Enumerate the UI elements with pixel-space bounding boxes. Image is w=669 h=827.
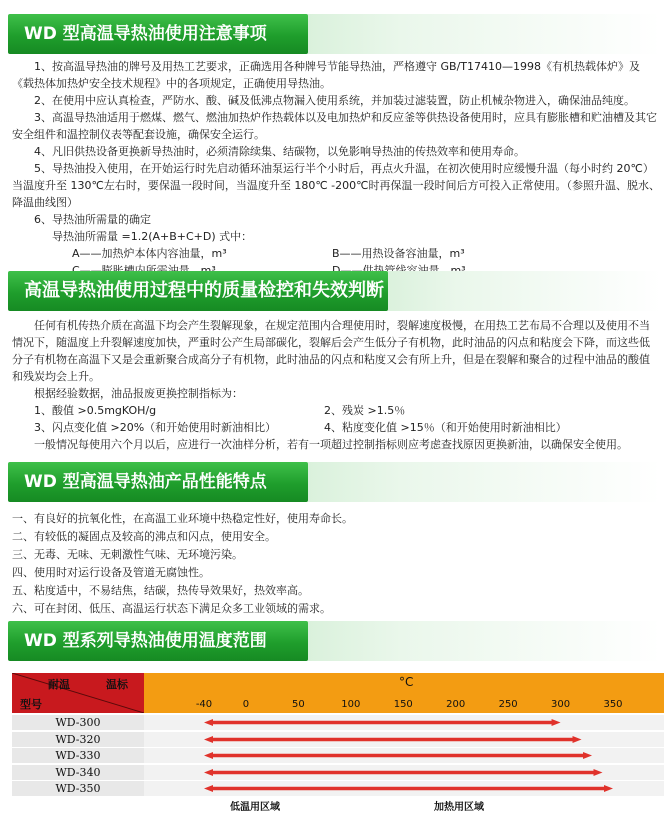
header-model-label: 型号: [20, 698, 42, 711]
axis-tick-label: 100: [341, 699, 361, 710]
s3-item-6: 六、可在封闭、低压、高温运行状态下满足众多工业领域的需求。: [12, 602, 331, 615]
model-row: [12, 748, 664, 764]
range-bar-svg: [12, 765, 664, 781]
zone-heat-label: 加热用区域: [434, 802, 484, 813]
s3-item-4: 四、使用时对运行设备及管道无腐蚀性。: [12, 566, 210, 579]
axis-tick-label: 50: [292, 699, 305, 710]
axis-tick-label: 0: [242, 699, 250, 710]
section3-list: [12, 510, 660, 618]
model-row: [12, 732, 664, 748]
s1-item-2: 2、在使用中应认真检查，严防水、酸、碱及低沸点物漏入使用系统，并加装过滤装置，防止机械杂物进入，确保油品纯度。: [34, 94, 635, 107]
axis-tick-label: 300: [551, 699, 571, 710]
range-bar-svg: [12, 781, 664, 797]
temperature-range-chart: [12, 673, 664, 823]
axis-tick-label: -40: [195, 699, 213, 710]
range-bar-wd-350: [204, 785, 613, 792]
s2-basis: 根据经验数据，油品报废更换控制指标为：: [34, 387, 243, 400]
axis-tick-label: 250: [498, 699, 518, 710]
axis-tick-label: 150: [393, 699, 413, 710]
s2-criterion-1: 1、酸值 >0.5mgKOH/g: [34, 404, 157, 417]
range-bar-wd-300: [204, 719, 561, 726]
s1-item-5: 5、导热油投入使用，在开始运行时先启动循环油泵运行半个小时后，再点火升温，在初次使用时应缓慢升温（每小时约 20℃）当温度升至 130℃左右时，要保温一段时间，当温度升至 180℃ -200℃时再保温一段时间后方可投入正常使用。（参照升温、脱水、降温曲线图）: [12, 162, 661, 209]
s3-item-1: 一、有良好的抗氧化性，在高温工业环境中热稳定性好，使用寿命长。: [12, 512, 353, 525]
s3-item-2: 二、有较低的凝固点及较高的沸点和闪点，使用安全。: [12, 530, 276, 543]
section4-title: WD 型系列导热油使用温度范围: [8, 621, 308, 661]
s3-item-3: 三、无毒、无味、无刺激性气味、无环境污染。: [12, 548, 243, 561]
model-row: [12, 781, 664, 797]
range-bar-svg: [12, 715, 664, 731]
header-mark-label: 温标: [106, 678, 128, 691]
model-row: [12, 765, 664, 781]
zone-low-label: 低温用区域: [230, 802, 280, 813]
section1-body: [12, 58, 660, 279]
chart-header-corner: [12, 673, 144, 713]
s1-item-3: 3、高温导热油适用于燃煤、燃气、燃油加热炉作热载体以及电加热炉和反应釜等供热设备使用时，应具有膨胀槽和贮油槽及其它安全组件和温控制仪表等配套设施，确保安全运行。: [12, 111, 657, 141]
section4-banner-fade: [290, 621, 661, 661]
header-temp-label: 耐温: [48, 678, 70, 691]
s2-note: 一般情况每使用六个月以后，应进行一次油样分析，若有一项超过控制指标则应考虑查找原因更换新油，以确保安全使用。: [34, 438, 628, 451]
s2-criterion-4: 4、粘度变化值 >15％（和开始使用时新油相比）: [324, 421, 567, 434]
section2-body: [12, 317, 660, 453]
s1-formula: 导热油所需量 =1.2(A+B+C+D) 式中：: [52, 230, 253, 243]
s1-item-4: 4、凡旧供热设备更换新导热油时，必须清除续集、结碳物，以免影响导热油的传热效率和使用寿命。: [34, 145, 525, 158]
model-label: WD-320: [12, 732, 144, 747]
s1-item-6: 6、导热油所需量的确定: [34, 213, 151, 226]
range-bar-svg: [12, 748, 664, 764]
model-row: [12, 715, 664, 731]
section1-title: WD 型高温导热油使用注意事项: [8, 14, 308, 54]
range-bar-wd-330: [204, 752, 592, 759]
s1-def-b: B——用热设备容油量，m³: [332, 247, 465, 260]
s1-item-1: 1、按高温导热油的牌号及用热工艺要求，正确选用各种牌号节能导热油，严格遵守 GB/T17410—1998《有机热载体炉》及《载热体加热炉安全技术规程》中的各项规定，正确使用导热油。: [12, 60, 640, 90]
section2-title: 高温导热油使用过程中的质量检控和失效判断: [8, 271, 388, 311]
s2-body: 任何有机传热介质在高温下均会产生裂解现象，在规定范围内合理使用时，裂解速度极慢，在用热工艺布局不合理以及使用不当情况下，随温度上升裂解速度加快，严重时公产生局部碳化，裂解后会产生低分子有机物，此时油品的闪点和粘度会下降，而这些低分子有机物在高温下又是会重新聚合成高分子有机物，此时油品的闪点和粘度又会有所上升，但是在裂解和聚合的过程中油品的酸值和残炭均会上升。: [12, 319, 650, 383]
range-bar-wd-340: [204, 769, 603, 776]
range-bar-svg: [12, 732, 664, 748]
section2-banner-fade: [370, 271, 661, 311]
section3-banner-fade: [290, 462, 661, 502]
model-label: WD-340: [12, 765, 144, 780]
axis-tick-label: 350: [603, 699, 623, 710]
range-bar-wd-320: [204, 736, 582, 743]
model-label: WD-330: [12, 748, 144, 763]
s2-criterion-2: 2、残炭 >1.5％: [324, 404, 406, 417]
model-label: WD-350: [12, 781, 144, 796]
s2-criterion-3: 3、闪点变化值 >20%（和开始使用时新油相比）: [34, 421, 277, 434]
section1-banner-fade: [290, 14, 661, 54]
s1-def-a: A——加热炉本体内容油量，m³: [72, 247, 227, 260]
section3-title: WD 型高温导热油产品性能特点: [8, 462, 308, 502]
axis-unit: °C: [399, 675, 414, 689]
model-label: WD-300: [12, 715, 144, 730]
s3-item-5: 五、粘度适中，不易结焦，结碳，热传导效果好，热效率高。: [12, 584, 309, 597]
axis-tick-label: 200: [446, 699, 466, 710]
